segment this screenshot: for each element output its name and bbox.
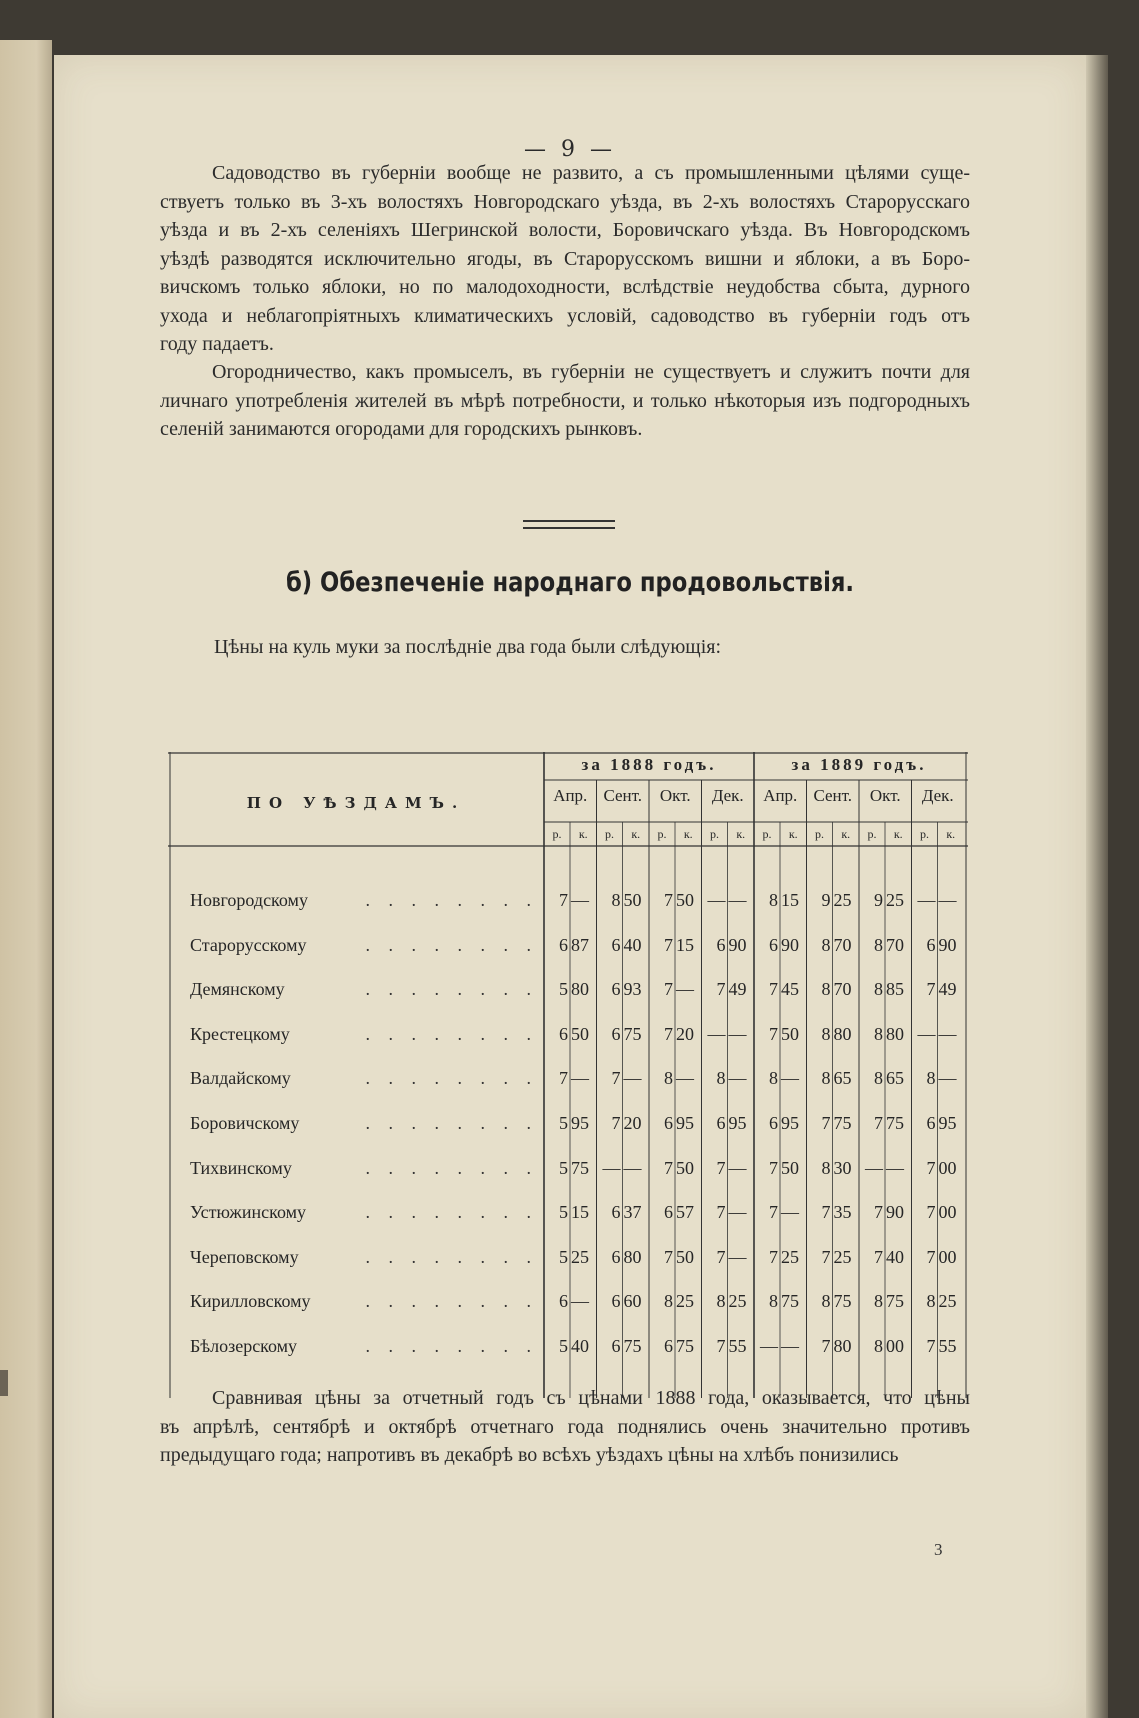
- price-kopecks: —: [623, 1157, 642, 1178]
- price-kopecks: —: [676, 979, 694, 1000]
- price-kopecks: —: [938, 1023, 957, 1044]
- price-rubles: 6: [664, 1202, 673, 1223]
- rubles-header: р.: [657, 827, 667, 841]
- price-kopecks: 75: [833, 1291, 852, 1312]
- page-edge-shadow: [1086, 55, 1108, 1718]
- price-kopecks: 90: [781, 934, 799, 955]
- price-kopecks: 49: [728, 979, 747, 1000]
- price-rubles: 9: [821, 890, 831, 910]
- signature-mark: 3: [934, 1540, 943, 1559]
- price-rubles: 6: [664, 1336, 673, 1356]
- price-kopecks: 57: [676, 1202, 694, 1223]
- paragraph-gardening: [160, 159, 970, 359]
- price-rubles: 6: [769, 934, 778, 955]
- paragraph-price-comparison: [160, 1384, 970, 1470]
- price-rubles: 7: [926, 1202, 936, 1223]
- price-kopecks: 25: [833, 890, 852, 910]
- district-name: Новгородскому: [190, 890, 308, 910]
- text-line: въ апрѣлѣ, сентябрѣ и октябрѣ отчетнаго года поднялись очень значительно противъ: [160, 1415, 970, 1438]
- price-rubles: 6: [559, 1291, 568, 1312]
- leader-dots: . . . . . . . .: [365, 1157, 538, 1178]
- price-rubles: 8: [821, 979, 831, 1000]
- price-kopecks: 80: [571, 979, 589, 1000]
- kopecks-header: к.: [788, 827, 798, 841]
- price-rubles: 7: [559, 890, 568, 910]
- price-kopecks: —: [571, 1068, 589, 1089]
- price-kopecks: 25: [676, 1291, 694, 1312]
- month-header: Окт.: [659, 786, 691, 805]
- price-kopecks: 85: [886, 979, 904, 1000]
- month-header: Дек.: [921, 786, 954, 805]
- price-rubles: 6: [716, 1113, 726, 1133]
- rubles-header: р.: [710, 827, 719, 841]
- price-kopecks: 49: [938, 979, 957, 1000]
- price-kopecks: 50: [676, 1157, 694, 1178]
- price-rubles: 6: [611, 1336, 621, 1356]
- price-rubles: 7: [821, 1113, 831, 1133]
- price-rubles: 7: [664, 890, 673, 910]
- district-name: Бѣлозерскому: [190, 1336, 298, 1356]
- price-kopecks: 40: [623, 934, 642, 955]
- leader-dots: . . . . . . . .: [365, 979, 538, 1000]
- kopecks-header: к.: [841, 827, 851, 841]
- price-kopecks: 25: [938, 1291, 957, 1312]
- price-kopecks: 00: [938, 1157, 957, 1178]
- price-rubles: 6: [611, 1202, 621, 1223]
- price-kopecks: 65: [833, 1068, 852, 1089]
- price-kopecks: 70: [886, 934, 904, 955]
- rubles-header: р.: [867, 827, 877, 841]
- price-kopecks: 80: [833, 1336, 852, 1356]
- kopecks-header: к.: [578, 827, 588, 841]
- price-kopecks: 50: [676, 1246, 694, 1267]
- price-kopecks: 15: [781, 890, 799, 910]
- price-kopecks: 45: [781, 979, 799, 1000]
- price-rubles: 5: [559, 1113, 568, 1133]
- price-rubles: 5: [559, 1157, 568, 1178]
- price-kopecks: 70: [833, 934, 852, 955]
- month-header: Апр.: [763, 786, 798, 805]
- price-rubles: 7: [716, 1336, 726, 1356]
- price-kopecks: 40: [886, 1246, 904, 1267]
- price-kopecks: 15: [676, 934, 694, 955]
- page-number: — 9 —: [524, 137, 616, 162]
- price-rubles: 7: [874, 1113, 883, 1133]
- price-kopecks: 80: [833, 1023, 852, 1044]
- price-kopecks: 75: [833, 1113, 852, 1133]
- price-rubles: 6: [926, 934, 936, 955]
- leader-dots: . . . . . . . .: [365, 1202, 538, 1223]
- price-rubles: 7: [926, 979, 936, 1000]
- price-kopecks: —: [781, 1336, 799, 1356]
- district-name: Крестецкому: [190, 1023, 290, 1044]
- price-kopecks: 65: [886, 1068, 904, 1089]
- price-rubles: —: [865, 1157, 883, 1178]
- price-kopecks: 25: [728, 1291, 747, 1312]
- price-rubles: 7: [559, 1068, 568, 1089]
- price-rubles: —: [707, 890, 726, 910]
- price-kopecks: —: [728, 890, 747, 910]
- month-header: Сент.: [813, 786, 853, 805]
- price-kopecks: 90: [938, 934, 957, 955]
- price-kopecks: 95: [728, 1113, 747, 1133]
- leader-dots: . . . . . . . .: [365, 1023, 538, 1044]
- price-rubles: 8: [821, 1068, 831, 1089]
- rubles-header: р.: [815, 827, 824, 841]
- price-rubles: 8: [874, 1336, 883, 1356]
- price-rubles: 5: [559, 1336, 568, 1356]
- text-line: уѣзда и въ 2-хъ селеніяхъ Шегринской волости, Боровичскаго уѣзда. Въ Новгородскомъ: [160, 219, 970, 241]
- district-name: Старорусскому: [190, 934, 307, 955]
- price-kopecks: 50: [781, 1023, 799, 1044]
- leader-dots: . . . . . . . .: [365, 1246, 538, 1267]
- price-rubles: 7: [874, 1202, 883, 1223]
- flour-price-table: [168, 752, 968, 1402]
- price-kopecks: 37: [623, 1202, 642, 1223]
- price-rubles: 8: [874, 979, 883, 1000]
- price-rubles: 5: [559, 979, 568, 1000]
- price-rubles: 8: [716, 1291, 726, 1312]
- book-page: [54, 55, 1086, 1718]
- price-kopecks: 95: [938, 1113, 957, 1133]
- price-rubles: 7: [716, 1202, 726, 1223]
- price-rubles: 7: [769, 1202, 778, 1223]
- kopecks-header: к.: [683, 827, 693, 841]
- price-kopecks: 20: [676, 1023, 694, 1044]
- text-line: Огородничество, какъ промыселъ, въ губерніи не существуетъ и служитъ почти для: [212, 361, 970, 383]
- price-rubles: —: [760, 1336, 778, 1356]
- kopecks-header: к.: [736, 827, 746, 841]
- price-kopecks: 70: [833, 979, 852, 1000]
- price-rubles: 7: [716, 979, 726, 1000]
- price-rubles: —: [707, 1023, 726, 1044]
- leader-dots: . . . . . . . .: [365, 890, 538, 910]
- price-kopecks: 75: [781, 1291, 799, 1312]
- price-rubles: 8: [874, 1023, 883, 1044]
- paragraph-vegetable-growing: [160, 358, 970, 444]
- year-header: за 1889 годъ.: [791, 755, 927, 774]
- price-rubles: 6: [611, 934, 621, 955]
- price-kopecks: 80: [886, 1023, 904, 1044]
- price-rubles: 7: [716, 1246, 726, 1267]
- text-line: году падаетъ.: [160, 333, 274, 355]
- text-line: Сравнивая цѣны за отчетный годъ съ цѣнами 1888 года, оказывается, что цѣны: [212, 1387, 970, 1409]
- price-rubles: 7: [769, 979, 778, 1000]
- price-kopecks: 75: [886, 1291, 904, 1312]
- price-rubles: 9: [874, 890, 883, 910]
- month-header: Апр.: [553, 786, 588, 805]
- price-rubles: 6: [611, 1246, 621, 1267]
- price-rubles: 7: [821, 1336, 831, 1356]
- district-name: Кирилловскому: [190, 1291, 311, 1312]
- price-rubles: 7: [769, 1157, 778, 1178]
- price-kopecks: —: [781, 1068, 799, 1089]
- price-kopecks: —: [938, 1068, 957, 1089]
- price-rubles: 5: [559, 1202, 568, 1223]
- price-kopecks: 75: [623, 1023, 642, 1044]
- price-kopecks: 75: [886, 1113, 904, 1133]
- leader-dots: . . . . . . . .: [365, 934, 538, 955]
- price-kopecks: 25: [833, 1246, 852, 1267]
- price-rubles: 6: [559, 1023, 568, 1044]
- price-rubles: 8: [664, 1068, 673, 1089]
- price-kopecks: 00: [938, 1202, 957, 1223]
- price-rubles: 8: [821, 1157, 831, 1178]
- price-rubles: 8: [664, 1291, 673, 1312]
- price-rubles: 8: [769, 1291, 778, 1312]
- section-divider: [523, 520, 615, 529]
- facing-page-mark: [0, 1370, 8, 1396]
- price-rubles: 7: [769, 1023, 778, 1044]
- price-kopecks: —: [728, 1157, 747, 1178]
- price-kopecks: 95: [781, 1113, 799, 1133]
- kopecks-header: к.: [631, 827, 641, 841]
- facing-page-edge: [0, 40, 52, 1718]
- price-kopecks: —: [571, 1291, 589, 1312]
- price-rubles: 8: [926, 1068, 936, 1089]
- price-kopecks: 25: [571, 1246, 589, 1267]
- price-rubles: 6: [611, 1023, 621, 1044]
- price-kopecks: —: [728, 1202, 747, 1223]
- text-line: ухода и неблагопріятныхъ климатическихъ условій, садоводство въ губерніи годъ отъ: [160, 304, 970, 327]
- price-kopecks: 75: [623, 1336, 642, 1356]
- rubles-header: р.: [552, 827, 562, 841]
- price-kopecks: 75: [676, 1336, 694, 1356]
- district-name: Валдайскому: [190, 1068, 291, 1089]
- price-kopecks: —: [938, 890, 957, 910]
- text-line: ствуетъ только въ 3-хъ волостяхъ Новгородскаго уѣзда, въ 2-хъ волостяхъ Старорусскаго: [160, 190, 970, 213]
- price-rubles: 8: [821, 934, 831, 955]
- price-rubles: 7: [716, 1157, 726, 1178]
- leader-dots: . . . . . . . .: [365, 1291, 538, 1312]
- leader-dots: . . . . . . . .: [365, 1336, 538, 1356]
- price-rubles: 6: [716, 934, 726, 955]
- price-kopecks: —: [886, 1157, 904, 1178]
- price-kopecks: 50: [571, 1023, 589, 1044]
- price-rubles: 7: [821, 1202, 831, 1223]
- price-rubles: 8: [874, 1068, 883, 1089]
- price-kopecks: 35: [833, 1202, 852, 1223]
- price-kopecks: 00: [886, 1336, 904, 1356]
- month-header: Дек.: [711, 786, 744, 805]
- text-line: предыдущаго года; напротивъ въ декабрѣ во всѣхъ уѣздахъ цѣны на хлѣбъ понизились: [160, 1444, 899, 1466]
- price-kopecks: —: [728, 1068, 747, 1089]
- price-kopecks: 25: [781, 1246, 799, 1267]
- text-line: вичскомъ только яблоки, но по малодоходности, вслѣдствіе неудобства сбыта, дурного: [160, 276, 970, 298]
- price-kopecks: 95: [676, 1113, 694, 1133]
- price-rubles: 7: [664, 934, 673, 955]
- district-name: Устюжинскому: [190, 1202, 307, 1223]
- district-name: Тихвинскому: [190, 1157, 292, 1178]
- leader-dots: . . . . . . . .: [365, 1068, 538, 1089]
- price-rubles: 7: [926, 1336, 936, 1356]
- price-kopecks: 55: [938, 1336, 957, 1356]
- price-kopecks: —: [728, 1246, 747, 1267]
- section-heading: б) Обезпеченіе народнаго продовольствія.: [285, 567, 855, 598]
- price-rubles: 8: [769, 1068, 778, 1089]
- price-kopecks: 75: [571, 1157, 589, 1178]
- year-header: за 1888 годъ.: [581, 755, 717, 774]
- price-kopecks: 55: [728, 1336, 747, 1356]
- price-rubles: —: [602, 1157, 621, 1178]
- price-kopecks: 40: [571, 1336, 589, 1356]
- price-rubles: 8: [716, 1068, 726, 1089]
- price-rubles: 6: [611, 979, 621, 1000]
- price-kopecks: 90: [728, 934, 747, 955]
- price-kopecks: 80: [623, 1246, 642, 1267]
- price-rubles: —: [917, 890, 936, 910]
- text-line: селеній занимаются огородами для городскихъ рынковъ.: [160, 418, 643, 440]
- price-rubles: 6: [664, 1113, 673, 1133]
- price-kopecks: 20: [623, 1113, 642, 1133]
- price-rubles: 7: [611, 1068, 621, 1089]
- price-rubles: 8: [874, 934, 883, 955]
- rubles-header: р.: [605, 827, 614, 841]
- price-rubles: —: [917, 1023, 936, 1044]
- price-rubles: 7: [664, 1246, 673, 1267]
- month-header: Окт.: [869, 786, 901, 805]
- price-rubles: 8: [821, 1023, 831, 1044]
- price-rubles: 7: [611, 1113, 621, 1133]
- price-rubles: 7: [664, 979, 673, 1000]
- price-rubles: 8: [769, 890, 778, 910]
- price-rubles: 6: [769, 1113, 778, 1133]
- price-rubles: 7: [926, 1157, 936, 1178]
- price-rubles: 8: [611, 890, 621, 910]
- rubles-header: р.: [762, 827, 772, 841]
- price-kopecks: 15: [571, 1202, 589, 1223]
- price-rubles: 6: [926, 1113, 936, 1133]
- district-column-header: ПО УѢЗДАМЪ.: [246, 794, 466, 812]
- price-rubles: 7: [874, 1246, 883, 1267]
- price-kopecks: 30: [833, 1157, 852, 1178]
- text-line: Садоводство въ губерніи вообще не развито, а съ промышленными цѣлями суще-: [212, 162, 970, 184]
- price-rubles: 6: [611, 1291, 621, 1312]
- price-kopecks: —: [728, 1023, 747, 1044]
- price-rubles: 8: [874, 1291, 883, 1312]
- rubles-header: р.: [920, 827, 929, 841]
- price-kopecks: —: [571, 890, 589, 910]
- price-kopecks: 60: [623, 1291, 642, 1312]
- month-header: Сент.: [603, 786, 643, 805]
- price-rubles: 6: [559, 934, 568, 955]
- price-kopecks: 50: [623, 890, 642, 910]
- table-intro-text: Цѣны на куль муки за послѣдніе два года были слѣдующія:: [214, 636, 722, 658]
- price-kopecks: —: [623, 1068, 642, 1089]
- price-kopecks: 50: [781, 1157, 799, 1178]
- price-rubles: 7: [926, 1246, 936, 1267]
- price-kopecks: 93: [623, 979, 642, 1000]
- price-kopecks: —: [781, 1202, 799, 1223]
- text-line: уѣздѣ разводятся исключительно ягоды, въ Старорусскомъ вишни и яблоки, а въ Боро-: [160, 247, 970, 270]
- price-rubles: 8: [821, 1291, 831, 1312]
- price-kopecks: 95: [571, 1113, 589, 1133]
- kopecks-header: к.: [946, 827, 956, 841]
- price-kopecks: 00: [938, 1246, 957, 1267]
- price-kopecks: 90: [886, 1202, 904, 1223]
- leader-dots: . . . . . . . .: [365, 1113, 538, 1133]
- price-rubles: 7: [821, 1246, 831, 1267]
- price-kopecks: 50: [676, 890, 694, 910]
- district-name: Демянскому: [190, 979, 285, 1000]
- district-name: Череповскому: [190, 1246, 299, 1267]
- price-kopecks: 87: [571, 934, 589, 955]
- price-kopecks: 25: [886, 890, 904, 910]
- price-rubles: 5: [559, 1246, 568, 1267]
- price-rubles: 7: [664, 1023, 673, 1044]
- price-rubles: 7: [769, 1246, 778, 1267]
- district-name: Боровичскому: [190, 1113, 300, 1133]
- price-rubles: 7: [664, 1157, 673, 1178]
- text-line: личнаго употребленія жителей въ мѣрѣ потребности, и только нѣкоторыя изъ подгородныхъ: [160, 389, 970, 412]
- kopecks-header: к.: [893, 827, 903, 841]
- price-rubles: 8: [926, 1291, 936, 1312]
- price-kopecks: —: [676, 1068, 694, 1089]
